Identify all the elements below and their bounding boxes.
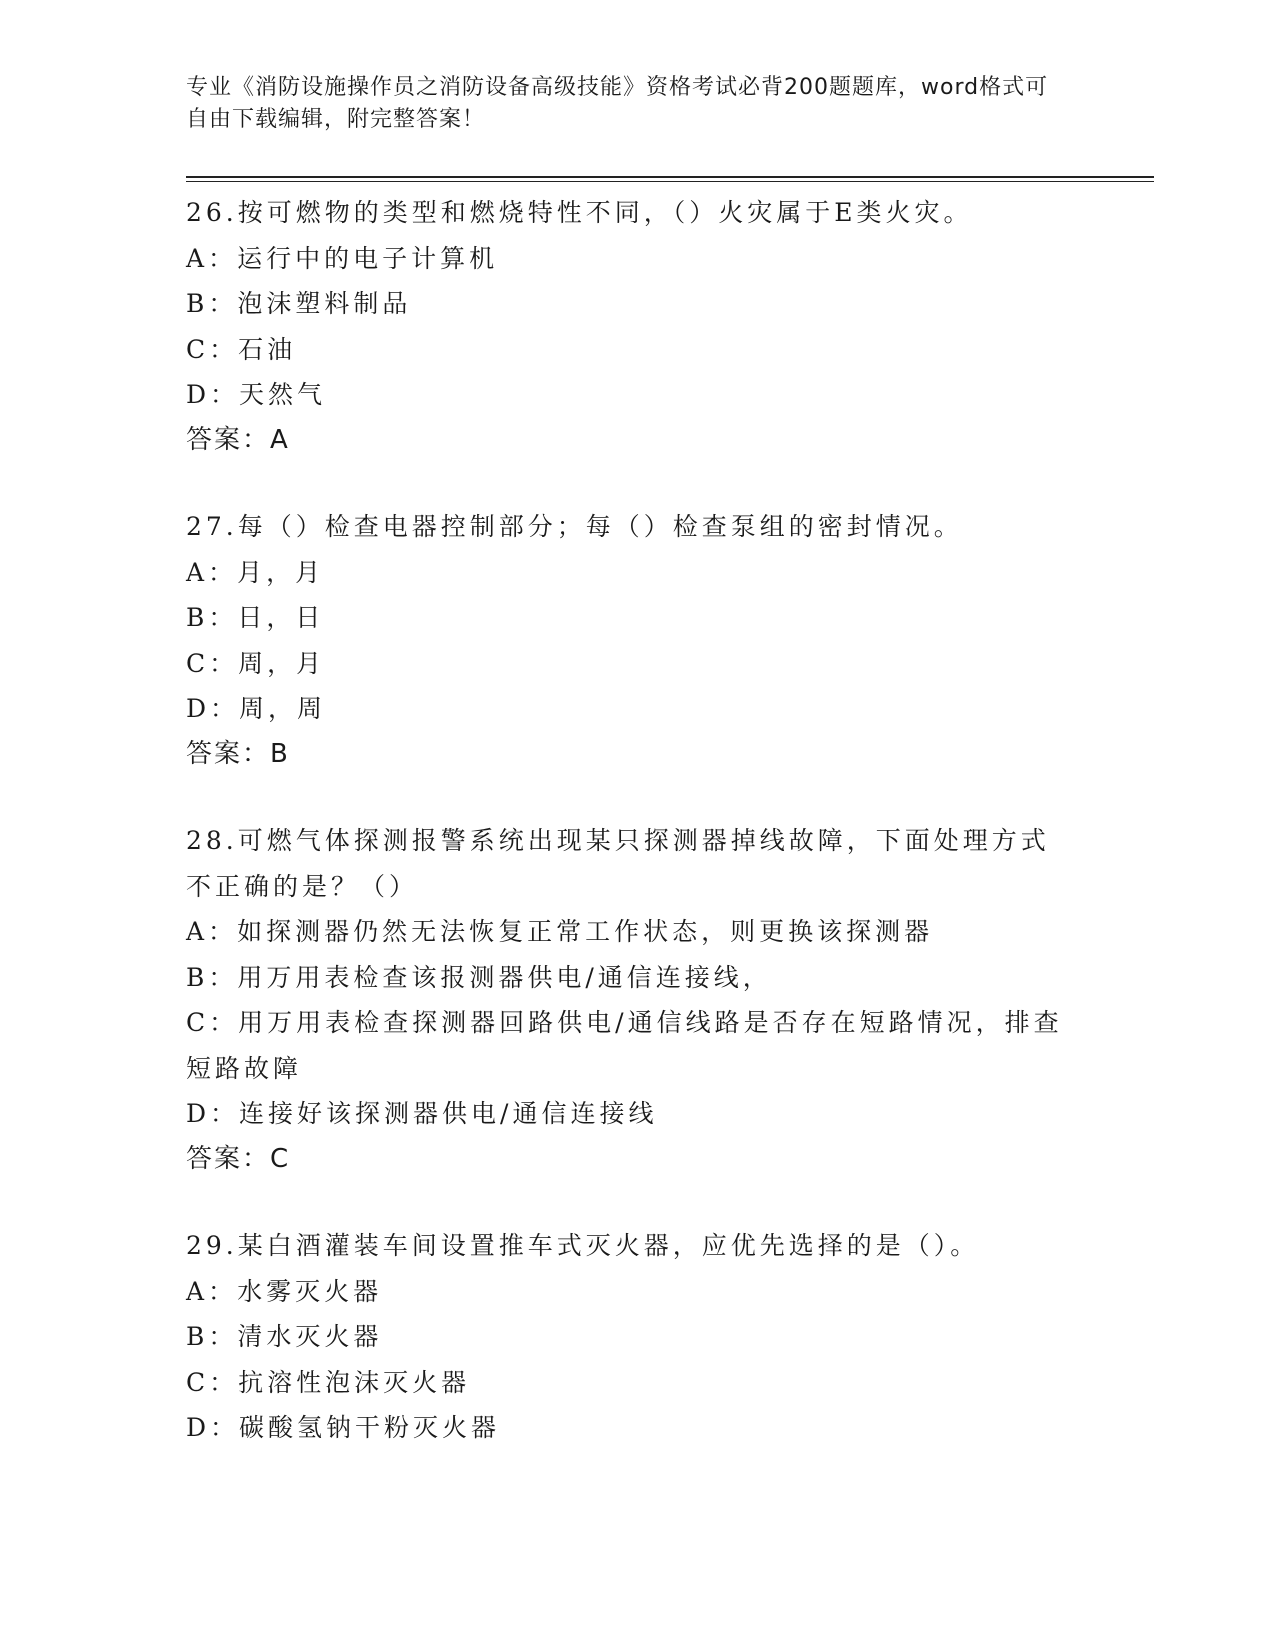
question-28	[186, 818, 1086, 1182]
option-c	[186, 1360, 1086, 1406]
question-26	[186, 190, 1086, 463]
question-27	[186, 504, 1086, 777]
option-c	[186, 1000, 1066, 1091]
option-b	[186, 281, 1086, 327]
option-key: D：	[186, 1413, 240, 1442]
option-key: C：	[186, 1008, 239, 1037]
option-text: 连接好该探测器供电/通信连接线	[239, 1099, 658, 1128]
question-text: 可燃气体探测报警系统出现某只探测器掉线故障，下面处理方式不正确的是？（）	[186, 826, 1050, 901]
option-text: 石油	[238, 334, 297, 364]
option-text: 用万用表检查该报测器供电/通信连接线，	[237, 962, 772, 992]
option-b	[186, 1314, 1086, 1360]
question-number: 26.	[186, 198, 238, 227]
option-c	[186, 641, 1086, 687]
option-d	[186, 1405, 1086, 1451]
option-text: 如探测器仍然无法恢复正常工作状态，则更换该探测器	[237, 917, 934, 946]
option-d	[186, 372, 1086, 418]
option-key: D：	[186, 694, 240, 723]
option-text: 碳酸氢钠干粉灭火器	[239, 1413, 501, 1442]
header-divider-thick	[186, 176, 1154, 178]
option-key: B：	[186, 1322, 238, 1351]
option-d	[186, 686, 1086, 732]
option-text: 周，周	[239, 694, 327, 723]
option-key: A：	[186, 243, 238, 273]
option-text: 泡沫塑料制品	[237, 289, 412, 318]
option-key: C：	[186, 648, 239, 678]
question-text: 按可燃物的类型和燃烧特性不同，（）火灾属于E类火灾。	[237, 198, 973, 227]
question-stem	[186, 818, 1066, 909]
header-divider-thin	[186, 181, 1154, 182]
option-key: B：	[186, 289, 238, 318]
option-text: 清水灭火器	[237, 1322, 383, 1351]
option-text: 周，月	[238, 648, 326, 678]
option-a	[186, 1269, 1086, 1315]
option-key: A：	[186, 557, 238, 587]
answer-line: 答案：C	[186, 1143, 291, 1174]
option-key: B：	[186, 962, 238, 992]
question-number: 29.	[186, 1231, 238, 1260]
question-text: 每（）检查电器控制部分；每（）检查泵组的密封情况。	[237, 512, 963, 541]
question-stem	[186, 1223, 1066, 1269]
document-intro: 专业《消防设施操作员之消防设备高级技能》资格考试必背200题题库，word格式可自由下载编辑，附完整答案！	[186, 75, 1049, 132]
question-stem	[186, 190, 1066, 236]
option-b	[186, 955, 1086, 1001]
option-text: 运行中的电子计算机	[237, 243, 499, 273]
option-c	[186, 327, 1086, 373]
option-text: 月，月	[237, 557, 325, 587]
option-key: B：	[186, 603, 238, 632]
question-list	[186, 190, 1086, 1492]
option-a	[186, 909, 1086, 955]
option-b	[186, 595, 1086, 641]
option-text: 水雾灭火器	[237, 1276, 383, 1306]
question-number: 28.	[186, 826, 238, 855]
question-stem	[186, 504, 1066, 550]
option-key: A：	[186, 1276, 238, 1306]
option-text: 天然气	[239, 380, 327, 409]
question-number: 27.	[186, 512, 238, 541]
option-a	[186, 236, 1086, 282]
option-a	[186, 550, 1086, 596]
option-text: 用万用表检查探测器回路供电/通信线路是否存在短路情况，排查短路故障	[186, 1008, 1063, 1083]
option-text: 日，日	[237, 603, 325, 632]
option-key: D：	[186, 1099, 240, 1128]
option-d	[186, 1091, 1086, 1137]
answer-line: 答案：A	[186, 424, 290, 455]
question-29	[186, 1223, 1086, 1451]
option-text: 抗溶性泡沫灭火器	[238, 1367, 471, 1397]
option-key: D：	[186, 380, 240, 409]
question-text: 某白酒灌装车间设置推车式灭火器，应优先选择的是（）。	[237, 1231, 980, 1260]
option-key: C：	[186, 334, 239, 364]
answer-line: 答案：B	[186, 738, 290, 769]
option-key: C：	[186, 1367, 239, 1397]
option-key: A：	[186, 917, 238, 946]
